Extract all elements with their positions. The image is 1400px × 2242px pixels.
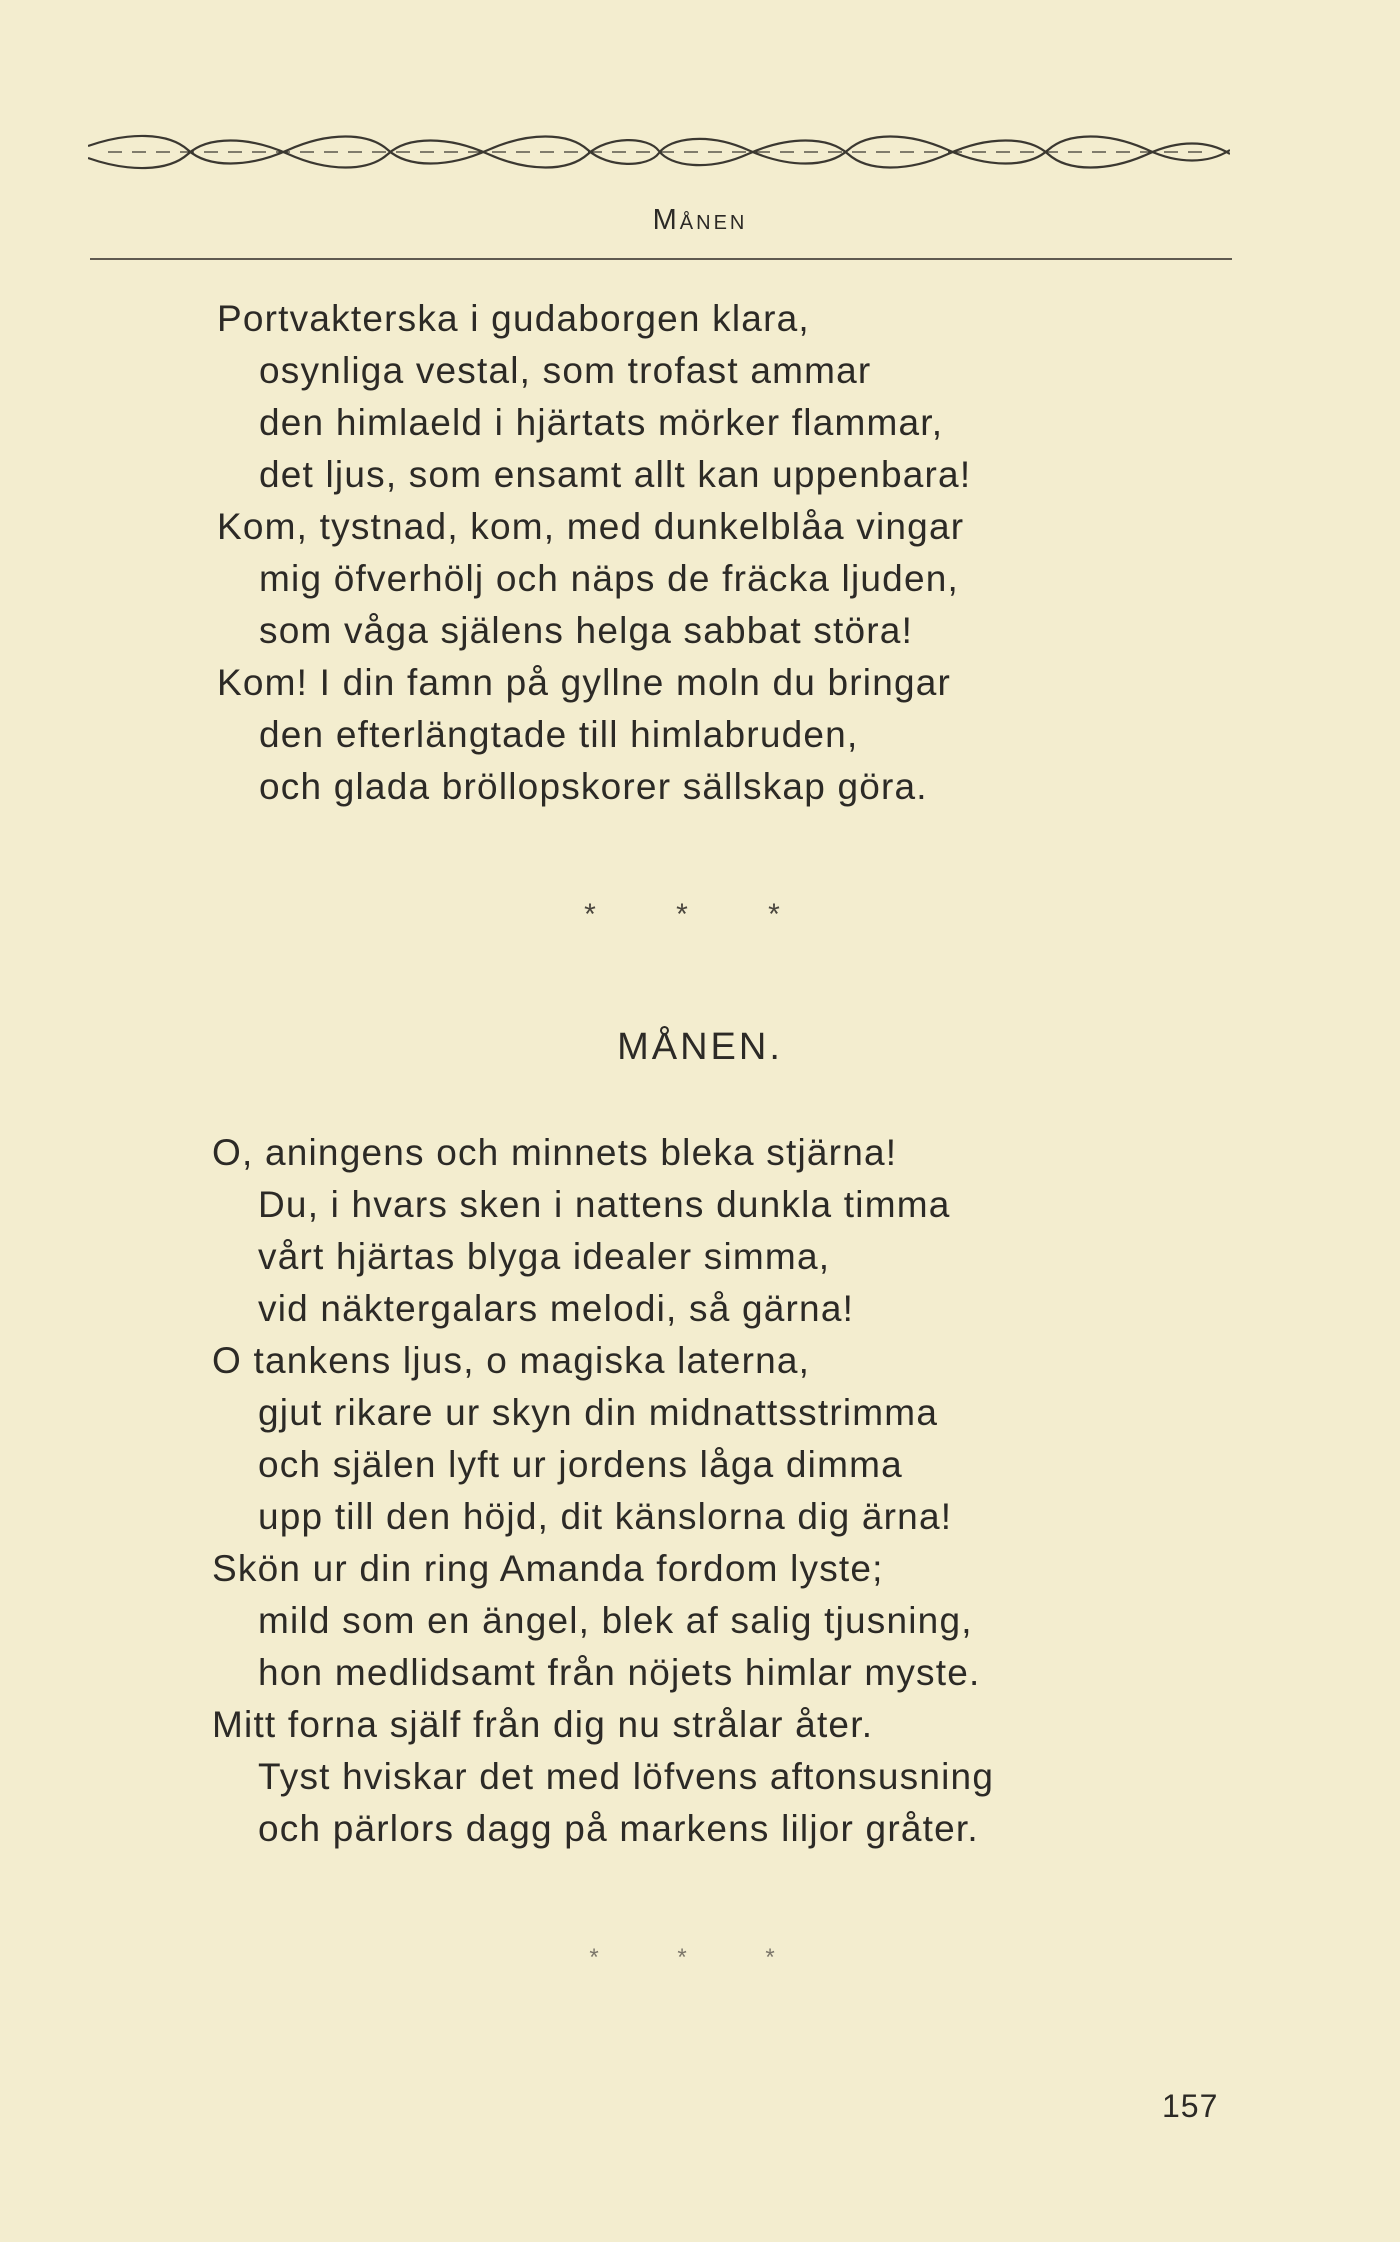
verse-line: och glada bröllopskorer sällskap göra. bbox=[259, 766, 928, 807]
poem-title: MÅNEN. bbox=[617, 1026, 783, 1068]
verse-line: gjut rikare ur skyn din midnattsstrimma bbox=[258, 1392, 939, 1433]
verse-line: Tyst hviskar det med löfvens aftonsusning bbox=[258, 1756, 995, 1797]
verse-line: osynliga vestal, som trofast ammar bbox=[259, 350, 872, 391]
verse-line: upp till den höjd, dit känslorna dig ärna! bbox=[258, 1496, 953, 1537]
verse-line: Du, i hvars sken i nattens dunkla timma bbox=[258, 1184, 951, 1225]
verse-line: mild som en ängel, blek af salig tjusning, bbox=[258, 1600, 973, 1641]
verse-line: och pärlors dagg på markens liljor gråter. bbox=[258, 1808, 979, 1849]
verse-line: som våga själens helga sabbat störa! bbox=[259, 610, 914, 651]
verse-line: vårt hjärtas blyga idealer simma, bbox=[258, 1236, 831, 1277]
header-rule bbox=[90, 258, 1232, 260]
verse-line: Kom, tystnad, kom, med dunkelblåa vingar bbox=[217, 506, 965, 547]
section-separator: * * * bbox=[584, 898, 816, 931]
verse-line: det ljus, som ensamt allt kan uppenbara! bbox=[259, 454, 972, 495]
verse-line: Skön ur din ring Amanda fordom lyste; bbox=[212, 1548, 884, 1589]
verse-line: Kom! I din famn på gyllne moln du bringar bbox=[217, 662, 952, 703]
running-head: Månen bbox=[652, 204, 748, 236]
verse-line: och själen lyft ur jordens låga dimma bbox=[258, 1444, 903, 1485]
verse-line: Mitt forna själf från dig nu strålar åter. bbox=[212, 1704, 874, 1745]
verse-line: hon medlidsamt från nöjets himlar myste. bbox=[258, 1652, 981, 1693]
verse-line: den himlaeld i hjärtats mörker flammar, bbox=[259, 402, 944, 443]
verse-line: den efterlängtade till himlabruden, bbox=[259, 714, 859, 755]
verse-line: vid näktergalars melodi, så gärna! bbox=[258, 1288, 855, 1329]
verse-line: Portvakterska i gudaborgen klara, bbox=[217, 298, 810, 339]
verse-line: O, aningens och minnets bleka stjärna! bbox=[212, 1132, 898, 1173]
page-number: 157 bbox=[1162, 2088, 1219, 2124]
decorative-header-ornament bbox=[88, 128, 1230, 178]
verse-line: O tankens ljus, o magiska laterna, bbox=[212, 1340, 811, 1381]
verse-line: mig öfverhölj och näps de fräcka ljuden, bbox=[259, 558, 959, 599]
section-separator-faint: * * * bbox=[589, 1944, 811, 1971]
